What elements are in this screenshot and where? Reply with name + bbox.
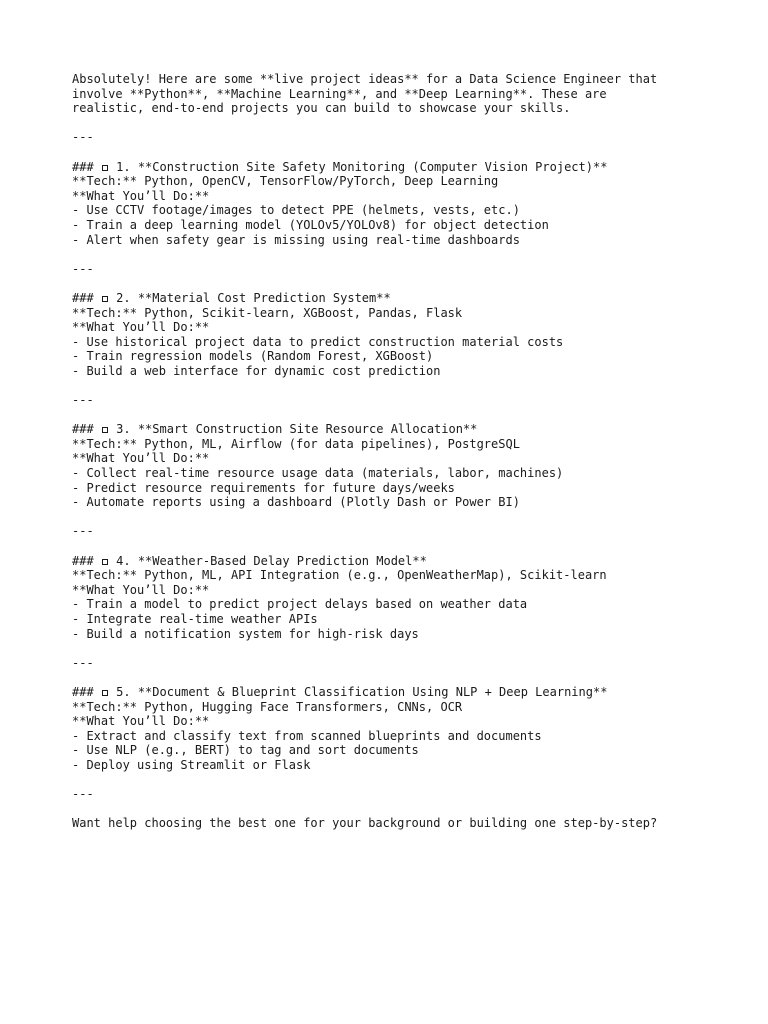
project-heading-text: 1. **Construction Site Safety Monitoring (Computer Vision Project)** [116,159,608,174]
project-what-label: **What You’ll Do:** [72,714,210,729]
heading-prefix: ### [72,290,94,305]
separator: --- [72,261,94,276]
missing-glyph-icon [102,296,108,302]
project-what-label: **What You’ll Do:** [72,320,210,335]
project-heading [72,685,732,700]
list-item: - Alert when safety gear is missing using real-time dashboards [72,232,520,247]
missing-glyph-icon [102,165,108,171]
heading-prefix: ### [72,159,94,174]
list-item: - Extract and classify text from scanned blueprints and documents [72,728,542,743]
project-tech: **Tech:** Python, ML, API Integration (e.g., OpenWeatherMap), Scikit-learn [72,568,607,583]
project-heading-text: 4. **Weather-Based Delay Prediction Model** [116,553,427,568]
project-heading-text: 2. **Material Cost Prediction System** [116,290,391,305]
project-heading [72,160,732,175]
project-heading-text: 5. **Document & Blueprint Classification Using NLP + Deep Learning** [116,684,608,699]
separator: --- [72,655,94,670]
intro-line: realistic, end-to-end projects you can build to showcase your skills. [72,101,571,116]
project-heading [72,554,732,569]
intro-line: Absolutely! Here are some **live project ideas** for a Data Science Engineer that [72,72,658,86]
project-what-label: **What You’ll Do:** [72,188,210,203]
project-heading-text: 3. **Smart Construction Site Resource Allocation** [116,422,478,437]
document-body [72,72,732,831]
separator: --- [72,393,94,408]
separator: --- [72,130,94,145]
project-tech: **Tech:** Python, Scikit-learn, XGBoost, Pandas, Flask [72,305,463,320]
separator: --- [72,524,94,539]
list-item: - Build a web interface for dynamic cost prediction [72,363,441,378]
list-item: - Automate reports using a dashboard (Plotly Dash or Power BI) [72,495,520,510]
list-item: - Use CCTV footage/images to detect PPE (helmets, vests, etc.) [72,203,520,218]
list-item: - Train a model to predict project delays based on weather data [72,597,528,612]
list-item: - Deploy using Streamlit or Flask [72,757,311,772]
missing-glyph-icon [102,559,108,565]
project-what-label: **What You’ll Do:** [72,451,210,466]
list-item: - Collect real-time resource usage data (materials, labor, machines) [72,466,564,481]
project-what-label: **What You’ll Do:** [72,582,210,597]
list-item: - Use NLP (e.g., BERT) to tag and sort documents [72,743,419,758]
list-item: - Integrate real-time weather APIs [72,611,318,626]
intro-line: involve **Python**, **Machine Learning**, and **Deep Learning**. These are [72,86,607,101]
heading-prefix: ### [72,553,94,568]
list-item: - Use historical project data to predict construction material costs [72,334,564,349]
project-heading [72,291,732,306]
missing-glyph-icon [102,690,108,696]
heading-prefix: ### [72,422,94,437]
closing-line: Want help choosing the best one for your background or building one step-by-step? [72,816,658,831]
list-item: - Build a notification system for high-risk days [72,626,419,641]
heading-prefix: ### [72,684,94,699]
list-item: - Train a deep learning model (YOLOv5/YOLOv8) for object detection [72,217,549,232]
missing-glyph-icon [102,427,108,433]
project-tech: **Tech:** Python, OpenCV, TensorFlow/PyTorch, Deep Learning [72,174,499,189]
separator: --- [72,787,94,802]
list-item: - Predict resource requirements for future days/weeks [72,480,455,495]
list-item: - Train regression models (Random Forest, XGBoost) [72,349,434,364]
project-tech: **Tech:** Python, Hugging Face Transformers, CNNs, OCR [72,699,463,714]
project-heading [72,422,732,437]
project-tech: **Tech:** Python, ML, Airflow (for data pipelines), PostgreSQL [72,436,520,451]
